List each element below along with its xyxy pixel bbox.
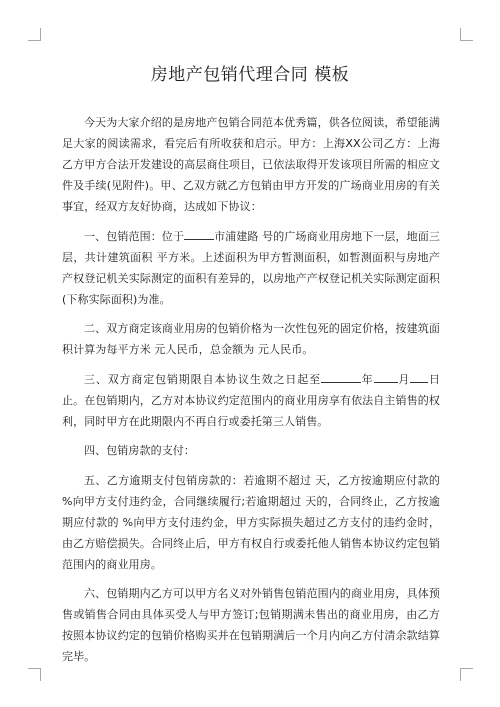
fill-blank <box>410 370 428 383</box>
clause-3-month: 月 <box>397 372 411 386</box>
crop-mark-bottom-left <box>28 668 41 681</box>
crop-mark-bottom-right <box>460 668 473 681</box>
clause-5: 五、乙方逾期支付包销房款的：若逾期不超过 天，乙方按逾期应付款的 %向甲方支付违约金，合同继续履行;若逾期超过 天的，合同终止，乙方按逾期应付款的 %向甲方支付违约金，甲方实际损失超过乙方支付的违约金时，由乙方赔偿损失。合同终止后，甲方有权自行或委托他人销售本协议约定包销范围内的商业用房。 <box>62 473 440 571</box>
fill-blank <box>184 227 214 240</box>
clause-3-year: 年 <box>360 372 374 386</box>
clause-3 <box>62 369 440 432</box>
clause-1-text-b: 市浦建路 号的广场商业用房地下一层，地面三层，共计建筑面积 平方米。上述面积为甲方暂测面积，如暂测面积与房地产产权登记机关实际测定的面积有差异的，以房地产产权登记机关实际测定面积(下称实际面积)为准。 <box>62 229 440 306</box>
document-body <box>62 112 440 676</box>
intro-paragraph: 今天为大家介绍的是房地产包销合同范本优秀篇，供各位阅读，希望能满足大家的阅读需求，看完后有所收获和启示。甲方：上海XX公司乙方：上海乙方甲方合法开发建设的高层商住项目，已依法取得开发该项目所需的相应文件及手续(见附件)。甲、乙双方就乙方包销由甲方开发的广场商业用房的有关事宜，经双方友好协商，达成如下协议： <box>62 116 440 213</box>
crop-mark-top-left <box>28 28 41 41</box>
fill-blank <box>374 370 398 383</box>
clause-3-text-a: 三、双方商定包销期限自本协议生效之日起至 <box>84 372 321 386</box>
crop-mark-top-right <box>460 28 473 41</box>
clause-1-text-a: 一、包销范围：位于 <box>84 229 185 243</box>
clause-4: 四、包销房款的支付： <box>84 444 195 457</box>
fill-blank <box>321 370 361 383</box>
clause-3-text-d: 日止。在包销期内，乙方对本协议约定范围内的商业用房享有依法自主销售的权利，同时甲方在此期限内不再自行或委托第三人销售。 <box>62 372 440 428</box>
clause-2: 二、双方商定该商业用房的包销价格为一次性包死的固定价格，按建筑面积计算为每平方米 元人民币，总金额为 元人民币。 <box>62 322 440 356</box>
document-title: 房地产包销代理合同 模板 <box>150 65 350 85</box>
clause-1 <box>62 226 440 310</box>
clause-6: 六、包销期内乙方可以甲方名义对外销售包销范围内的商业用房，具体预售或销售合同由具体买受人与甲方签订;包销期满未售出的商业用房，由乙方按照本协议约定的包销价格购买并在包销期满后一个月内向乙方付清余款结算完毕。 <box>62 587 440 663</box>
